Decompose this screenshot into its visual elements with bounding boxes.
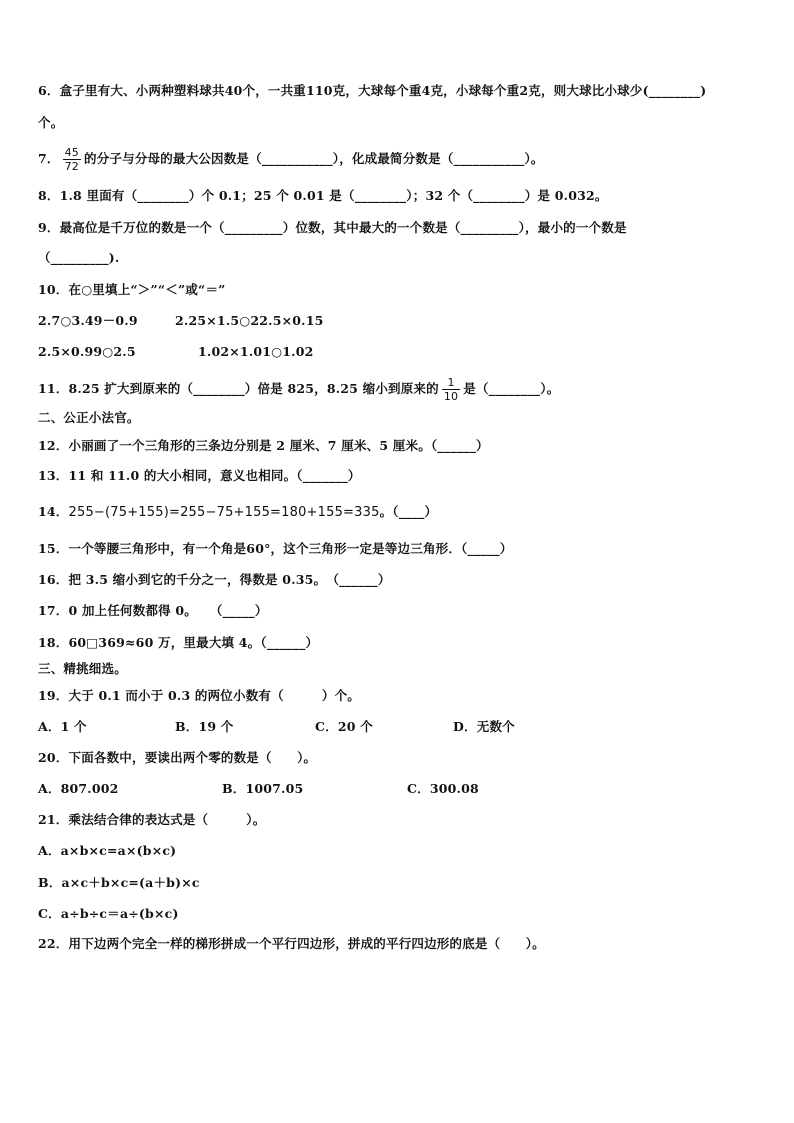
question-10-item-b: 2.25×1.5○22.5×0.15 <box>175 313 324 328</box>
fraction-numerator: 45 <box>64 146 80 159</box>
question-8: 8．1.8 里面有（________）个 0.1；25 个 0.01 是（________）；32 个（________）是 0.032。 <box>38 188 608 203</box>
question-14 <box>38 504 437 521</box>
question-11-text-a: 11．8.25 扩大到原来的（________）倍是 825，8.25 缩小到原来的 <box>38 381 439 396</box>
question-13: 13．11 和 11.0 的大小相同，意义也相同。（_______） <box>38 468 361 483</box>
question-9-line1: 9．最高位是千万位的数是一个（_________）位数，其中最大的一个数是（_________），最小的一个数是 <box>38 220 627 235</box>
question-19-option-b: B．19 个 <box>175 719 234 734</box>
question-21-option-b: B．a×c＋b×c=(a＋b)×c <box>38 875 200 890</box>
question-21-option-c: C．a÷b÷c＝a÷(b×c) <box>38 906 179 921</box>
question-11 <box>38 370 559 408</box>
question-14-expression: 255−(75+155)=255−75+155=180+155=335 <box>68 505 380 520</box>
question-19-option-c: C．20 个 <box>315 719 373 734</box>
question-20: 20．下面各数中，要读出两个零的数是（ ）。 <box>38 750 317 765</box>
question-17: 17．0 加上任何数都得 0。 （_____） <box>38 603 268 618</box>
question-19: 19．大于 0.1 而小于 0.3 的两位小数有（ ）个。 <box>38 688 360 703</box>
question-10-item-c: 2.5×0.99○2.5 <box>38 344 136 359</box>
question-9-line2: （_________). <box>38 250 120 265</box>
question-21-option-a: A．a×b×c=a×(b×c) <box>38 843 177 858</box>
question-21: 21．乘法结合律的表达式是（ ）。 <box>38 812 266 827</box>
fraction-numerator: 1 <box>442 376 460 390</box>
question-19-option-d: D．无数个 <box>453 719 515 734</box>
question-20-option-c: C．300.08 <box>407 781 479 796</box>
question-15: 15．一个等腰三角形中，有一个角是60°，这个三角形一定是等边三角形．（_____） <box>38 541 513 556</box>
question-18: 18．60□369≈60 万，里最大填 4。（______） <box>38 635 319 650</box>
question-11-text-b: 是（________）。 <box>463 381 560 396</box>
question-16: 16．把 3.5 缩小到它的千分之一，得数是 0.35。 （______） <box>38 572 391 587</box>
question-19-option-a: A．1 个 <box>38 719 87 734</box>
question-10-item-a: 2.7○3.49－0.9 <box>38 313 138 328</box>
question-7 <box>38 140 544 178</box>
question-10-title: 10．在○里填上“＞”“＜”或“＝” <box>38 282 226 297</box>
question-20-option-a: A．807.002 <box>38 781 119 796</box>
question-7-number: 7． <box>38 151 60 166</box>
question-6-line2: 个。 <box>38 115 64 130</box>
question-6-line1: 6．盒子里有大、小两种塑料球共40个，一共重110克，大球每个重4克，小球每个重2克，则大球比小球少(________) <box>38 83 707 98</box>
fraction-denominator: 72 <box>64 160 80 173</box>
section-2-title: 二、公正小法官。 <box>38 410 140 425</box>
fraction-1-10 <box>442 376 460 403</box>
question-14-tail: 。（____） <box>379 504 438 519</box>
section-3-title: 三、精挑细选。 <box>38 661 127 676</box>
question-10-item-d: 1.02×1.01○1.02 <box>198 344 314 359</box>
question-14-number: 14． <box>38 504 69 519</box>
fraction-denominator: 10 <box>443 390 459 403</box>
question-7-text: 的分子与分母的最大公因数是（___________），化成最简分数是（___________）。 <box>84 151 544 166</box>
question-12: 12．小丽画了一个三角形的三条边分别是 2 厘米、7 厘米、5 厘米。（______） <box>38 438 489 453</box>
question-22: 22．用下边两个完全一样的梯形拼成一个平行四边形，拼成的平行四边形的底是（ ）。 <box>38 936 545 951</box>
fraction-45-72 <box>63 146 81 173</box>
question-20-option-b: B．1007.05 <box>222 781 304 796</box>
